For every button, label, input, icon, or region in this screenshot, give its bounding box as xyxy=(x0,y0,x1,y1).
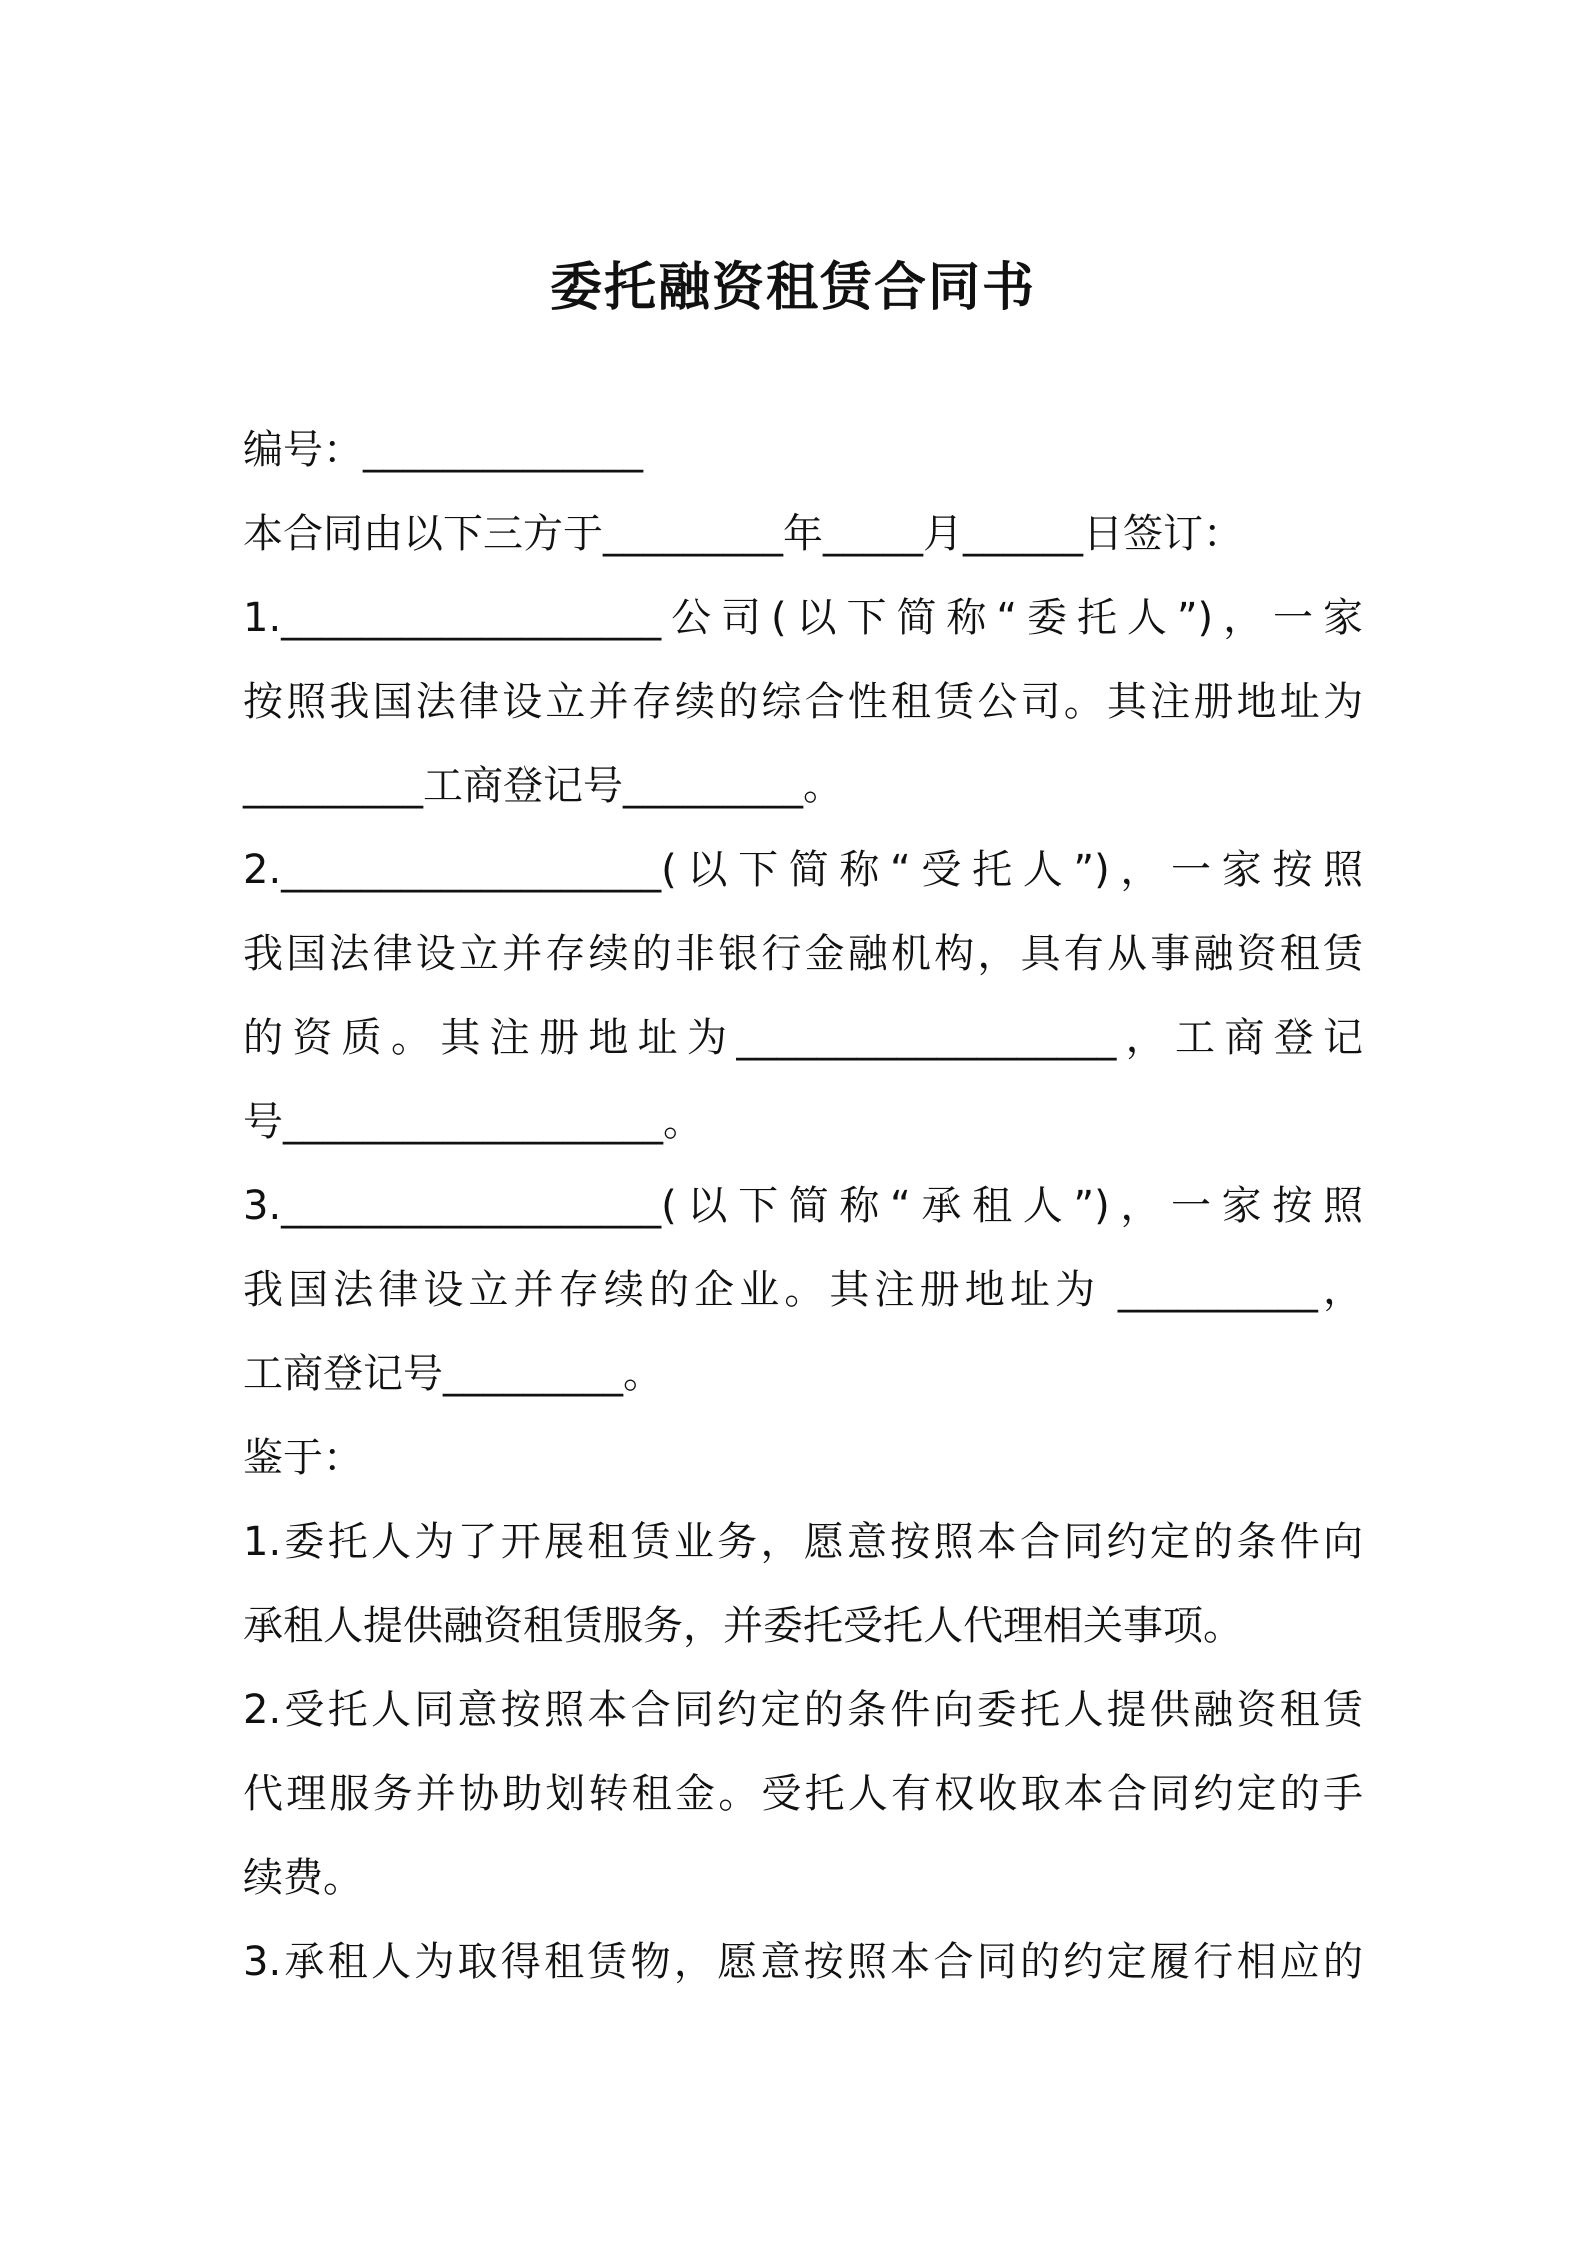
document-body xyxy=(243,408,1363,2004)
whereas-1-line-1: 1.委托人为了开展租赁业务，愿意按照本合同约定的条件向 xyxy=(243,1519,1363,1565)
party-1-line-3: _________工商登记号_________。 xyxy=(243,763,843,809)
party-1-line-1: 1.___________________公司(以下简称“委托人”)，一家 xyxy=(243,595,1363,641)
party-3-line-1: 3.___________________(以下简称“承租人”)，一家按照 xyxy=(243,1183,1363,1229)
whereas-3-line-1: 3.承租人为取得租赁物，愿意按照本合同的约定履行相应的 xyxy=(243,1939,1363,1985)
whereas-2-line-2: 代理服务并协助划转租金。受托人有权收取本合同约定的手 xyxy=(243,1771,1363,1817)
whereas-1-line-2: 承租人提供融资租赁服务，并委托受托人代理相关事项。 xyxy=(243,1603,1243,1649)
whereas-2-line-3: 续费。 xyxy=(243,1855,363,1901)
party-1-line-2: 按照我国法律设立并存续的综合性租赁公司。其注册地址为 xyxy=(243,679,1363,725)
party-2-line-1: 2.___________________(以下简称“受托人”)，一家按照 xyxy=(243,847,1363,893)
whereas-heading: 鉴于： xyxy=(243,1435,363,1481)
party-2-line-4: 号___________________。 xyxy=(243,1099,703,1145)
contract-number-line: 编号：______________ xyxy=(243,427,643,473)
party-2-line-2: 我国法律设立并存续的非银行金融机构，具有从事融资租赁 xyxy=(243,931,1363,977)
document-title: 委托融资租赁合同书 xyxy=(549,258,1036,318)
party-3-line-2: 我国法律设立并存续的企业。其注册地址为 __________， xyxy=(243,1267,1363,1313)
signing-date-line: 本合同由以下三方于_________年_____月______日签订： xyxy=(243,511,1243,557)
party-2-line-3: 的资质。其注册地址为___________________，工商登记 xyxy=(243,1015,1363,1061)
whereas-2-line-1: 2.受托人同意按照本合同约定的条件向委托人提供融资租赁 xyxy=(243,1687,1363,1733)
party-3-line-3: 工商登记号_________。 xyxy=(243,1351,663,1397)
